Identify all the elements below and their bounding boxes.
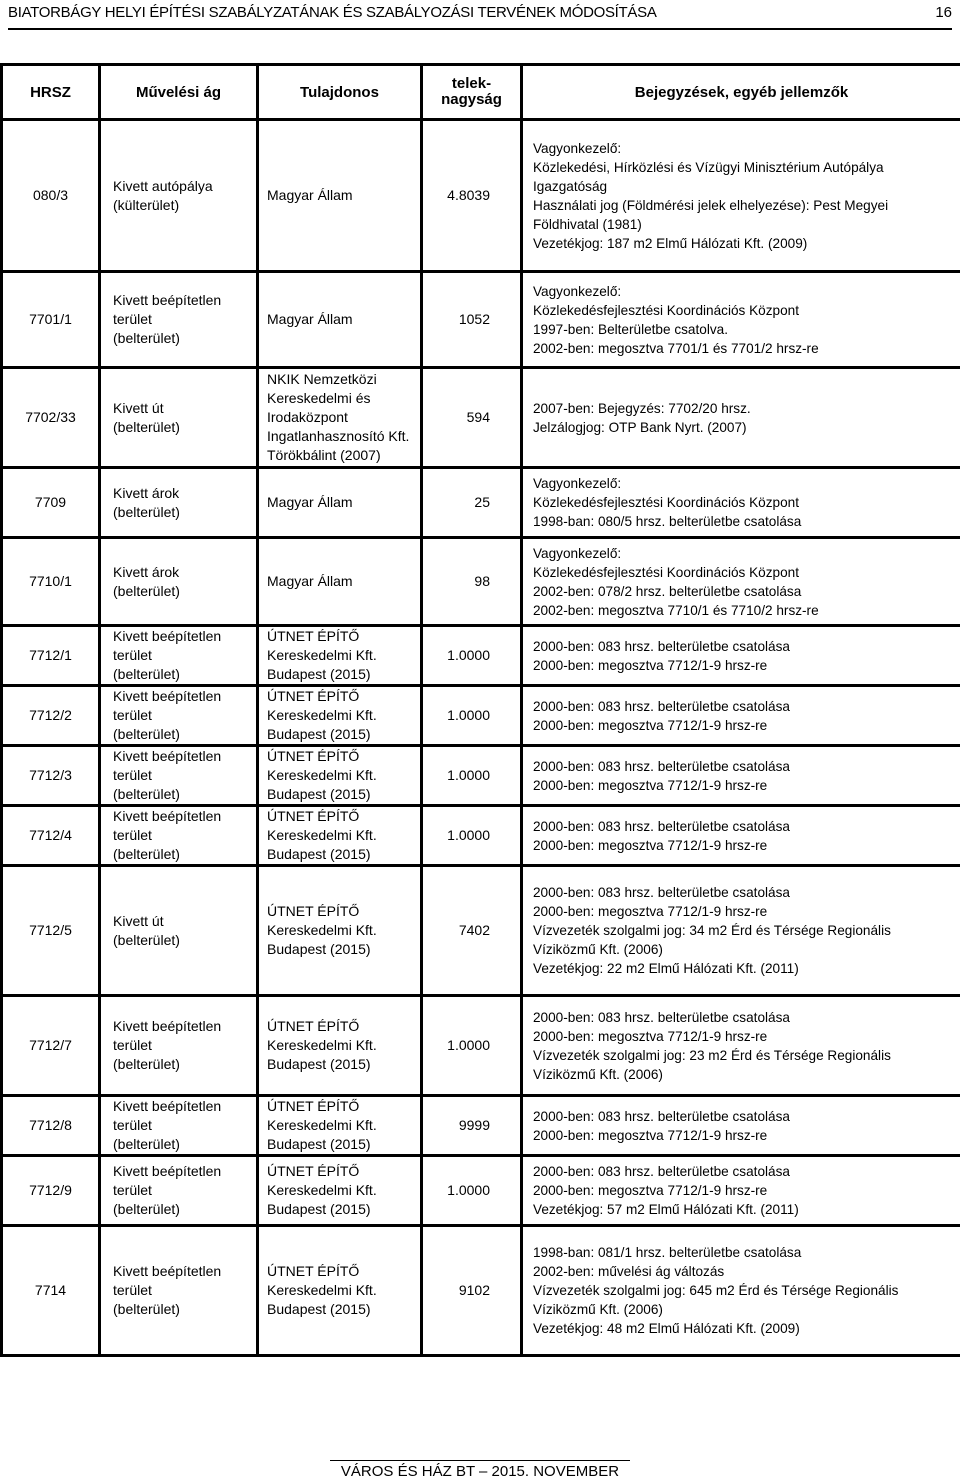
tulajdonos-cell (258, 866, 422, 996)
muvelesi-ag-line: Kivett beépítetlen (113, 1263, 222, 1279)
tulajdonos-cell (258, 686, 422, 746)
bejegyzesek-cell (522, 1096, 960, 1156)
table-row (2, 1096, 960, 1156)
bejegyzesek-cell (522, 866, 960, 996)
table-row (2, 866, 960, 996)
teleknagysag-cell: 1052 (422, 272, 522, 368)
property-table (0, 63, 960, 1357)
page-footer: VÁROS ÉS HÁZ BT – 2015. NOVEMBER (340, 1463, 620, 1480)
muvelesi-ag-line: Kivett autópálya (113, 177, 213, 194)
bejegyzes-entry: 2007-ben: Bejegyzés: 7702/20 hrsz. (533, 400, 751, 416)
hrsz-cell: 7712/7 (2, 996, 100, 1096)
tulajdonos-cell (258, 272, 422, 368)
teleknagysag-cell: 1.0000 (422, 806, 522, 866)
muvelesi-ag-line: Kivett beépítetlen (113, 748, 222, 764)
tulajdonos-line: Budapest (2015) (267, 941, 371, 957)
tulajdonos-line: Törökbálint (2007) (267, 447, 381, 463)
hrsz-cell: 7712/9 (2, 1156, 100, 1226)
bejegyzes-entry: 2002-ben: művelési ág változás (533, 1264, 725, 1279)
tulajdonos-line: ÚTNET ÉPÍTŐ (267, 808, 360, 824)
bejegyzes-entry: Jelzálogjog: OTP Bank Nyrt. (2007) (533, 419, 747, 435)
table-row (2, 468, 960, 538)
muvelesi-ag-cell (100, 538, 258, 626)
table-row (2, 686, 960, 746)
footer-divider (330, 1460, 630, 1461)
table-row (2, 626, 960, 686)
bejegyzes-entry: 2000-ben: megosztva 7712/1-9 hrsz-re (533, 657, 768, 673)
teleknagysag-cell: 1.0000 (422, 1156, 522, 1226)
bejegyzes-entry: 2000-ben: megosztva 7712/1-9 hrsz-re (533, 904, 768, 919)
page-number: 16 (935, 4, 952, 21)
bejegyzes-entry: 2000-ben: 083 hrsz. belterületbe csatolása (533, 1009, 790, 1025)
muvelesi-ag-line: terület (113, 767, 152, 783)
tulajdonos-cell (258, 996, 422, 1096)
tulajdonos-line: Irodaközpont (267, 409, 348, 425)
bejegyzes-entry: Közlekedésfejlesztési Koordinációs Központ (533, 302, 799, 318)
hrsz-cell: 7712/5 (2, 866, 100, 996)
tulajdonos-line: Budapest (2015) (267, 786, 371, 802)
tulajdonos-line: ÚTNET ÉPÍTŐ (267, 628, 360, 644)
tulajdonos-line: Kereskedelmi Kft. (267, 827, 377, 843)
bejegyzes-entry: Vezetékjog: 22 m2 Elmű Hálózati Kft. (2011) (533, 961, 799, 976)
bejegyzes-entry: 1997-ben: Belterületbe csatolva. (533, 321, 728, 337)
muvelesi-ag-line: (belterület) (113, 330, 180, 346)
tulajdonos-line: Magyar Állam (267, 494, 353, 510)
muvelesi-ag-cell (100, 120, 258, 272)
tulajdonos-line: Kereskedelmi Kft. (267, 647, 377, 663)
tulajdonos-line: ÚTNET ÉPÍTŐ (267, 903, 360, 919)
tulajdonos-line: Kereskedelmi Kft. (267, 922, 377, 938)
tulajdonos-line: Budapest (2015) (267, 1136, 371, 1152)
muvelesi-ag-line: (belterület) (113, 418, 180, 435)
teleknagysag-cell: 25 (422, 468, 522, 538)
bejegyzes-entry: Vagyonkezelő: (533, 140, 622, 156)
table-row (2, 120, 960, 272)
tulajdonos-line: Kereskedelmi Kft. (267, 1182, 377, 1198)
hrsz-cell: 7709 (2, 468, 100, 538)
bejegyzes-entry: Közlekedésfejlesztési Koordinációs Központ (533, 495, 799, 510)
tulajdonos-line: ÚTNET ÉPÍTŐ (267, 1263, 360, 1279)
hrsz-cell: 7701/1 (2, 272, 100, 368)
bejegyzesek-cell (522, 538, 960, 626)
muvelesi-ag-line: (belterület) (113, 582, 180, 599)
tulajdonos-line: NKIK Nemzetközi (267, 371, 377, 387)
teleknagysag-cell: 1.0000 (422, 686, 522, 746)
table-row (2, 538, 960, 626)
tulajdonos-line: Kereskedelmi és (267, 390, 371, 406)
bejegyzes-entry: 1998-ban: 080/5 hrsz. belterületbe csatolása (533, 514, 802, 529)
tulajdonos-cell (258, 626, 422, 686)
muvelesi-ag-cell (100, 1226, 258, 1356)
muvelesi-ag-line: terület (113, 311, 152, 327)
bejegyzes-entry: Vagyonkezelő: (533, 283, 622, 299)
teleknagysag-cell: 1.0000 (422, 626, 522, 686)
table-header-row (2, 65, 960, 120)
muvelesi-ag-cell (100, 1156, 258, 1226)
bejegyzes-entry: Közlekedésfejlesztési Koordinációs Központ (533, 564, 799, 580)
tulajdonos-cell (258, 1156, 422, 1226)
muvelesi-ag-line: terület (113, 1117, 152, 1133)
muvelesi-ag-cell (100, 806, 258, 866)
bejegyzesek-cell (522, 1226, 960, 1356)
muvelesi-ag-line: (belterület) (113, 786, 180, 802)
tulajdonos-line: Magyar Állam (267, 573, 353, 589)
bejegyzesek-cell (522, 686, 960, 746)
muvelesi-ag-line: (belterület) (113, 1301, 180, 1317)
muvelesi-ag-line: terület (113, 707, 152, 723)
bejegyzes-entry: 2000-ben: megosztva 7712/1-9 hrsz-re (533, 1183, 768, 1198)
bejegyzesek-cell (522, 1156, 960, 1226)
tulajdonos-line: Ingatlanhasznosító Kft. (267, 428, 410, 444)
tulajdonos-line: Kereskedelmi Kft. (267, 1117, 377, 1133)
tulajdonos-cell (258, 806, 422, 866)
muvelesi-ag-line: (külterület) (113, 196, 180, 213)
hrsz-cell: 7712/4 (2, 806, 100, 866)
muvelesi-ag-line: Kivett beépítetlen (113, 688, 222, 704)
col-header-hrsz: HRSZ (2, 65, 100, 120)
bejegyzesek-cell (522, 468, 960, 538)
tulajdonos-line: Magyar Állam (267, 187, 353, 203)
hrsz-cell: 7712/3 (2, 746, 100, 806)
col-header-teleknagysag (422, 65, 522, 120)
bejegyzes-entry: 2000-ben: 083 hrsz. belterületbe csatolása (533, 1164, 790, 1179)
teleknagysag-cell: 98 (422, 538, 522, 626)
bejegyzes-entry: 2000-ben: 083 hrsz. belterületbe csatolása (533, 638, 790, 654)
tulajdonos-line: ÚTNET ÉPÍTŐ (267, 1018, 360, 1034)
hrsz-cell: 7712/2 (2, 686, 100, 746)
muvelesi-ag-line: terület (113, 1282, 152, 1298)
bejegyzes-entry: 2002-ben: 078/2 hrsz. belterületbe csatolása (533, 583, 802, 599)
table-row (2, 746, 960, 806)
tulajdonos-line: Kereskedelmi Kft. (267, 1037, 377, 1053)
table-row (2, 806, 960, 866)
bejegyzesek-cell (522, 120, 960, 272)
tulajdonos-line: Kereskedelmi Kft. (267, 707, 377, 723)
tulajdonos-cell (258, 1226, 422, 1356)
bejegyzes-entry: Vezetékjog: 48 m2 Elmű Hálózati Kft. (2009) (533, 1321, 800, 1336)
bejegyzesek-cell (522, 806, 960, 866)
muvelesi-ag-line: Kivett árok (113, 563, 180, 580)
tulajdonos-line: Budapest (2015) (267, 726, 371, 742)
bejegyzesek-cell (522, 272, 960, 368)
tulajdonos-cell (258, 746, 422, 806)
bejegyzes-entry: Vízvezeték szolgalmi jog: 645 m2 Érd és Térsége Regionális Víziközmű Kft. (2006) (533, 1283, 899, 1317)
muvelesi-ag-line: Kivett beépítetlen (113, 292, 222, 308)
muvelesi-ag-cell (100, 686, 258, 746)
bejegyzes-entry: 2000-ben: 083 hrsz. belterületbe csatolása (533, 818, 790, 834)
tulajdonos-line: ÚTNET ÉPÍTŐ (267, 1163, 360, 1179)
muvelesi-ag-line: Kivett árok (113, 484, 180, 501)
muvelesi-ag-line: Kivett beépítetlen (113, 628, 222, 644)
header-divider (8, 28, 952, 30)
bejegyzes-entry: Közlekedési, Hírközlési és Vízügyi Minisztérium Autópálya Igazgatóság (533, 159, 884, 194)
bejegyzesek-cell (522, 996, 960, 1096)
tulajdonos-line: Budapest (2015) (267, 1301, 371, 1317)
teleknagysag-cell: 9102 (422, 1226, 522, 1356)
tulajdonos-line: Magyar Állam (267, 311, 353, 327)
tulajdonos-cell (258, 368, 422, 468)
tulajdonos-line: ÚTNET ÉPÍTŐ (267, 1098, 360, 1114)
muvelesi-ag-line: Kivett beépítetlen (113, 1163, 222, 1179)
muvelesi-ag-cell (100, 368, 258, 468)
muvelesi-ag-cell (100, 996, 258, 1096)
bejegyzes-entry: Használati jog (Földmérési jelek elhelyezése): Pest Megyei Földhivatal (1981) (533, 197, 889, 232)
tulajdonos-line: Budapest (2015) (267, 1056, 371, 1072)
hrsz-cell: 7712/8 (2, 1096, 100, 1156)
bejegyzes-entry: 1998-ban: 081/1 hrsz. belterületbe csatolása (533, 1245, 802, 1260)
bejegyzes-entry: Vízvezeték szolgalmi jog: 34 m2 Érd és Térsége Regionális Víziközmű Kft. (2006) (533, 923, 891, 957)
hrsz-cell: 7702/33 (2, 368, 100, 468)
bejegyzes-entry: 2000-ben: megosztva 7712/1-9 hrsz-re (533, 717, 768, 733)
tulajdonos-line: Budapest (2015) (267, 666, 371, 682)
muvelesi-ag-line: Kivett út (113, 912, 164, 929)
hrsz-cell: 080/3 (2, 120, 100, 272)
tulajdonos-cell (258, 1096, 422, 1156)
muvelesi-ag-line: Kivett út (113, 399, 164, 416)
tulajdonos-line: ÚTNET ÉPÍTŐ (267, 748, 360, 764)
hrsz-cell: 7710/1 (2, 538, 100, 626)
document-title: BIATORBÁGY HELYI ÉPÍTÉSI SZABÁLYZATÁNAK ÉS SZABÁLYOZÁSI TERVÉNEK MÓDOSÍTÁSA (8, 4, 657, 21)
muvelesi-ag-cell (100, 746, 258, 806)
tulajdonos-cell (258, 538, 422, 626)
muvelesi-ag-line: Kivett beépítetlen (113, 808, 222, 824)
muvelesi-ag-line: Kivett beépítetlen (113, 1018, 222, 1034)
bejegyzes-entry: 2000-ben: megosztva 7712/1-9 hrsz-re (533, 1127, 768, 1143)
bejegyzes-entry: Vezetékjog: 187 m2 Elmű Hálózati Kft. (2009) (533, 235, 808, 251)
muvelesi-ag-line: (belterület) (113, 1056, 180, 1072)
muvelesi-ag-line: terület (113, 647, 152, 663)
bejegyzes-entry: 2002-ben: megosztva 7701/1 és 7701/2 hrsz-re (533, 340, 819, 356)
bejegyzes-entry: 2002-ben: megosztva 7710/1 és 7710/2 hrsz-re (533, 602, 819, 618)
muvelesi-ag-cell (100, 1096, 258, 1156)
table-row (2, 1226, 960, 1356)
table-row (2, 1156, 960, 1226)
col-header-bejegyzesek: Bejegyzések, egyéb jellemzők (522, 65, 960, 120)
bejegyzes-entry: 2000-ben: 083 hrsz. belterületbe csatolása (533, 698, 790, 714)
teleknagysag-cell: 594 (422, 368, 522, 468)
bejegyzes-entry: 2000-ben: megosztva 7712/1-9 hrsz-re (533, 777, 768, 793)
muvelesi-ag-line: (belterület) (113, 666, 180, 682)
tulajdonos-line: Budapest (2015) (267, 1201, 371, 1217)
muvelesi-ag-cell (100, 272, 258, 368)
muvelesi-ag-cell (100, 626, 258, 686)
tulajdonos-cell (258, 120, 422, 272)
muvelesi-ag-line: terület (113, 827, 152, 843)
muvelesi-ag-line: (belterület) (113, 503, 180, 520)
tulajdonos-line: Budapest (2015) (267, 846, 371, 862)
col-header-muvelesi: Művelési ág (100, 65, 258, 120)
bejegyzes-entry: 2000-ben: megosztva 7712/1-9 hrsz-re (533, 837, 768, 853)
bejegyzes-entry: 2000-ben: 083 hrsz. belterületbe csatolása (533, 758, 790, 774)
table-row (2, 368, 960, 468)
teleknagysag-cell: 9999 (422, 1096, 522, 1156)
teleknagysag-cell: 1.0000 (422, 746, 522, 806)
col-header-telek-line1: telek- (451, 75, 492, 92)
tulajdonos-line: ÚTNET ÉPÍTŐ (267, 688, 360, 704)
muvelesi-ag-line: (belterület) (113, 931, 180, 948)
table-row (2, 996, 960, 1096)
teleknagysag-cell: 1.0000 (422, 996, 522, 1096)
bejegyzes-entry: Vezetékjog: 57 m2 Elmű Hálózati Kft. (2011) (533, 1202, 799, 1217)
muvelesi-ag-cell (100, 866, 258, 996)
muvelesi-ag-line: (belterület) (113, 726, 180, 742)
bejegyzesek-cell (522, 746, 960, 806)
muvelesi-ag-line: terület (113, 1037, 152, 1053)
bejegyzes-entry: 2000-ben: megosztva 7712/1-9 hrsz-re (533, 1028, 768, 1044)
tulajdonos-line: Kereskedelmi Kft. (267, 1282, 377, 1298)
page-header (8, 4, 952, 26)
tulajdonos-cell (258, 468, 422, 538)
muvelesi-ag-line: terület (113, 1182, 152, 1198)
muvelesi-ag-cell (100, 468, 258, 538)
teleknagysag-cell: 7402 (422, 866, 522, 996)
tulajdonos-line: Kereskedelmi Kft. (267, 767, 377, 783)
muvelesi-ag-line: Kivett beépítetlen (113, 1098, 222, 1114)
bejegyzes-entry: 2000-ben: 083 hrsz. belterületbe csatolása (533, 885, 790, 900)
teleknagysag-cell: 4.8039 (422, 120, 522, 272)
bejegyzesek-cell (522, 368, 960, 468)
bejegyzesek-cell (522, 626, 960, 686)
bejegyzes-entry: 2000-ben: 083 hrsz. belterületbe csatolása (533, 1108, 790, 1124)
col-header-telek-line2: nagyság (441, 91, 502, 108)
col-header-tulajdonos: Tulajdonos (258, 65, 422, 120)
muvelesi-ag-line: (belterület) (113, 846, 180, 862)
table-row (2, 272, 960, 368)
bejegyzes-entry: Vagyonkezelő: (533, 545, 622, 561)
muvelesi-ag-line: (belterület) (113, 1136, 180, 1152)
hrsz-cell: 7712/1 (2, 626, 100, 686)
hrsz-cell: 7714 (2, 1226, 100, 1356)
bejegyzes-entry: Vízvezeték szolgalmi jog: 23 m2 Érd és Térsége Regionális Víziközmű Kft. (2006) (533, 1047, 891, 1082)
bejegyzes-entry: Vagyonkezelő: (533, 476, 622, 491)
muvelesi-ag-line: (belterület) (113, 1201, 180, 1217)
